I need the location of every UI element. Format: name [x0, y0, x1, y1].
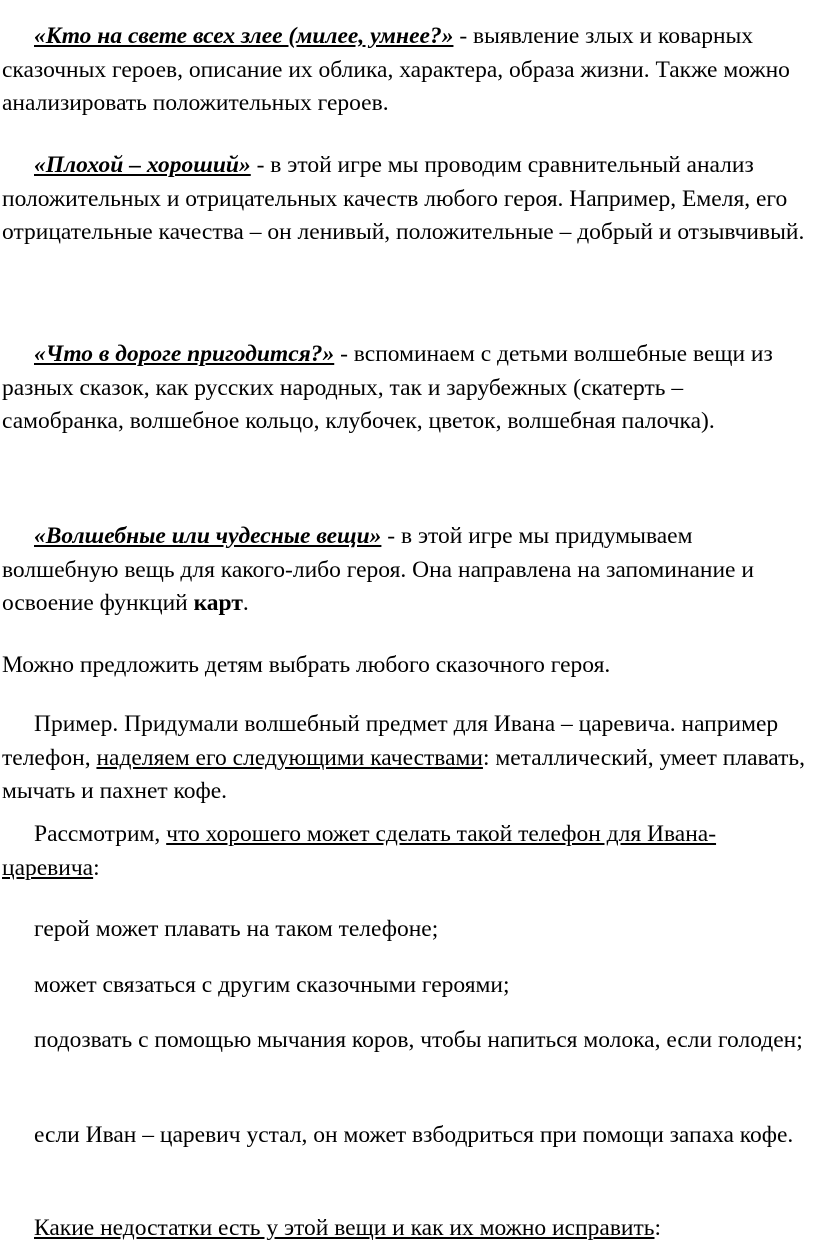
paragraph-text: может связаться с другим сказочными героями; [34, 972, 510, 998]
paragraph-text: - в этой игре мы проводим сравнительный анализ положительных и отрицательных качеств любого героя. Например, Емеля, его отрицательные качества – он ленивый, положительные – добрый и отзывчивый. [2, 152, 805, 245]
paragraph-drawbacks [2, 1212, 808, 1246]
paragraph-text: - вспоминаем с детьми волшебные вещи из разных сказок, как русских народных, так и зарубежных (скатерть – самобранка, волшебное кольцо, клубочек, цветок, волшебная палочка). [2, 341, 773, 434]
paragraph-text: - выявление злых и коварных сказочных героев, описание их облика, характера, образа жизни. Также можно анализировать положительных героев. [2, 23, 790, 116]
paragraph-end: . [242, 590, 249, 616]
paragraph-evil-heroes-game [2, 20, 808, 121]
paragraph-end: : [654, 1215, 662, 1241]
paragraph-end: : [93, 854, 100, 881]
paragraph-road-items-game [2, 338, 808, 439]
paragraph-text: Можно предложить детям выбрать любого сказочного героя. [2, 652, 611, 678]
bold-word: карт [193, 590, 243, 616]
paragraph-end: : металлический, умеет плавать, мычать и пахнет кофе. [2, 744, 805, 804]
underlined-phrase: что хорошего может сделать такой телефон для Ивана-царевича [2, 821, 717, 881]
underlined-phrase: Какие недостатки есть у этой вещи и как их можно исправить [34, 1215, 655, 1241]
game-title-magic-items: «Волшебные или чудесные вещи» [34, 523, 382, 549]
paragraph-text: герой может плавать на таком телефоне; [34, 916, 439, 942]
paragraph-example [2, 708, 808, 809]
paragraph-text: если Иван – царевич устал, он может взбодриться при помощи запаха кофе. [34, 1122, 794, 1148]
list-item-contact [2, 969, 808, 1003]
paragraph-text: подозвать с помощью мычания коров, чтобы напиться молока, если голоден; [34, 1027, 803, 1053]
underlined-phrase: наделяем его следующими качествами [96, 744, 483, 771]
paragraph-consider [2, 818, 808, 885]
paragraph-magic-items-game [2, 520, 808, 621]
list-item-swim [2, 913, 808, 947]
paragraph-text: Пример. Придумали волшебный предмет для Ивана – царевича. например телефон, [2, 711, 779, 771]
game-title-bad-good: «Плохой – хороший» [34, 152, 251, 178]
game-title-road-items: «Что в дороге пригодится?» [34, 341, 335, 367]
list-item-cows [2, 1024, 808, 1058]
paragraph-bad-good-game [2, 149, 808, 250]
list-item-coffee [2, 1119, 808, 1153]
paragraph-text: Рассмотрим, [34, 821, 167, 847]
game-title-evil-heroes: «Кто на свете всех злее (милее, умнее?» [34, 23, 454, 49]
paragraph-choose-hero [2, 649, 808, 683]
paragraph-text: - в этой игре мы придумываем волшебную вещь для какого-либо героя. Она направлена на запоминание и освоение функций [2, 523, 754, 616]
